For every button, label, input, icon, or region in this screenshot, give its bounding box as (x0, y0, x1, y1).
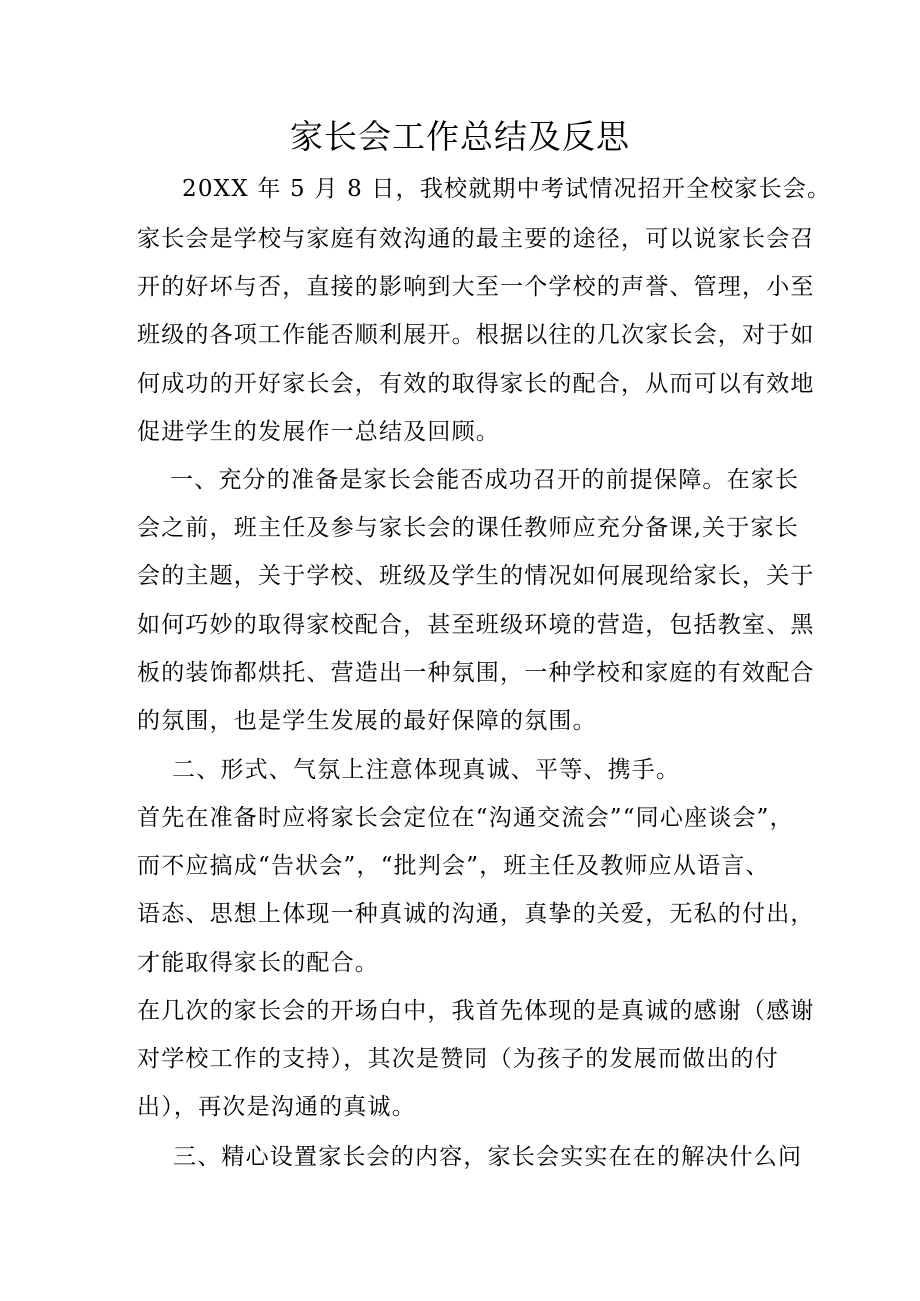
paragraph-line: 班级的各项工作能否顺利展开。根据以往的几次家长会，对于如 (137, 322, 815, 348)
paragraph-line: 二、形式、气氛上注意体现真诚、平等、携手。 (172, 757, 681, 783)
paragraph-line: 一、充分的准备是家长会能否成功召开的前提保障。在家长 (170, 467, 800, 493)
paragraph-line: 而不应搞成“告状会”，“批判会”，班主任及教师应从语言、 (137, 853, 770, 879)
paragraph-line: 才能取得家长的配合。 (137, 950, 379, 976)
paragraph-line: 对学校工作的支持），其次是赞同（为孩子的发展而做出的付 (137, 1046, 779, 1072)
paragraph-line: 何成功的开好家长会，有效的取得家长的配合，从而可以有效地 (137, 371, 815, 397)
paragraph-line: 的氛围，也是学生发展的最好保障的氛围。 (137, 708, 597, 734)
paragraph-line: 三、精心设置家长会的内容，家长会实实在在的解决什么问 (173, 1144, 803, 1170)
paragraph-line: 家长会是学校与家庭有效沟通的最主要的途径，可以说家长会召 (137, 226, 815, 252)
paragraph-line: 如何巧妙的取得家校配合，甚至班级环境的营造，包括教室、黑 (137, 612, 815, 638)
paragraph-line: 会之前，班主任及参与家长会的课任教师应充分备课,关于家长 (137, 515, 799, 541)
paragraph-line: 板的装饰都烘托、营造出一种氛围，一种学校和家庭的有效配合 (137, 660, 815, 686)
paragraph-line: 促进学生的发展作一总结及回顾。 (137, 419, 500, 445)
document-title: 家长会工作总结及反思 (290, 117, 630, 156)
paragraph-line: 会的主题，关于学校、班级及学生的情况如何展现给家长，关于 (137, 563, 815, 589)
paragraph-line: 开的好坏与否，直接的影响到大至一个学校的声誉、管理，小至 (137, 274, 815, 300)
paragraph-line: 首先在准备时应将家长会定位在“沟通交流会”“同心座谈会”， (137, 805, 794, 831)
paragraph-line: 出），再次是沟通的真诚。 (137, 1094, 416, 1120)
paragraph-line: 在几次的家长会的开场白中，我首先体现的是真诚的感谢（感谢 (137, 998, 815, 1024)
paragraph-line: 语态、思想上体现一种真诚的沟通，真挚的关爱，无私的付出， (137, 901, 815, 927)
paragraph-line: 20XX 年 5 月 8 日，我校就期中考试情况招开全校家长会。 (182, 176, 832, 202)
